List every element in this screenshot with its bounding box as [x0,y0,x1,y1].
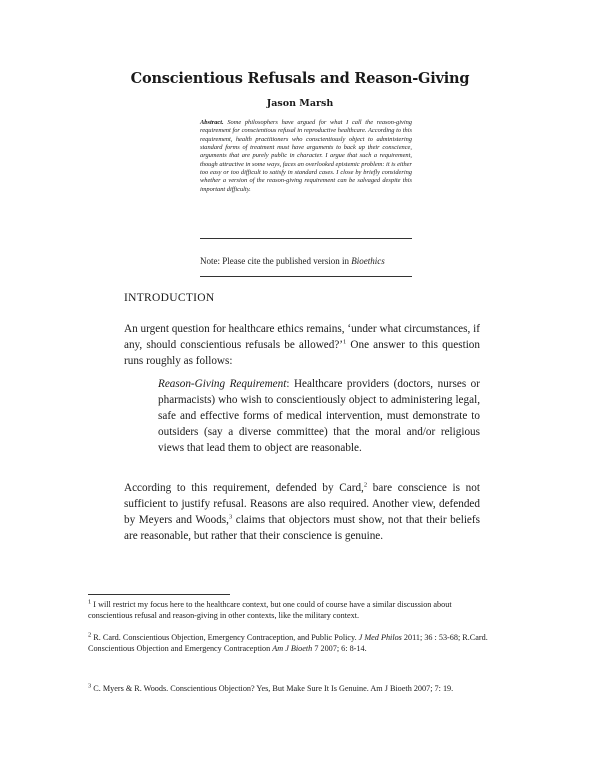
paragraph-1-tail: One answer to this question runs roughly as follows: [124,339,480,367]
paragraph-2-part-b: bare conscience is not sufficient to justify refusal. Reasons are also required. Another view, defended by Meyers and Woods, [124,482,480,526]
citation-note [200,256,440,266]
citation-journal: Bioethics [351,256,385,266]
paper-title: Conscientious Refusals and Reason-Giving [130,70,470,87]
footnote-ref-1[interactable]: 1 [343,338,347,346]
footnote-2 [88,633,488,654]
footnote-2-part-b: 2011; 36 : 53-68; R.Card. Conscientious Objection and Emergency Contraception [88,633,488,653]
abstract [200,119,412,194]
abstract-text: Some philosophers have argued for what I call the reason-giving requirement for conscientious refusal in reproductive healthcare. According to this requirement, health practitioners who conscientiously object to administering standard forms of treatment must have arguments to back up their conscience, arguments that are purely public in character. I argue that such a requirement, though attractive in some ways, faces an overlooked epistemic problem: it is either too easy or too difficult to satisfy in standard cases. I close by briefly considering whether a version of the reason-giving requirement can be salvaged despite this important difficulty. [200,119,412,193]
note-divider [200,276,412,277]
footnote-2-journal-1: J Med Philos [358,633,402,642]
footnote-3-number: 3 [88,682,92,690]
paragraph-2-part-c: claims that objectors must show, not that their beliefs are reasonable, but rather that their conscience is genuine. [124,514,480,542]
abstract-divider [200,238,412,239]
paragraph-1-text: An urgent question for healthcare ethics remains, ‘under what circumstances, if any, should conscientious refusals be allowed?’ [124,323,480,351]
footnote-1-text: I will restrict my focus here to the healthcare context, but one could of course have a similar discussion about conscientious refusal and reason-giving in other contexts, like the military context. [88,600,452,620]
footnote-2-part-c: 7 2007; 6: 8-14. [312,643,367,653]
abstract-label: Abstract. [200,119,224,126]
footnote-2-journal-2: Am J Bioeth [272,643,313,653]
paragraph-2 [124,480,480,544]
quote-text: : Healthcare providers (doctors, nurses or pharmacists) who wish to conscientiously object to administering legal, safe and effective forms of medical intervention, must demonstrate to outsiders (say a diverse committee) that the moral and/or religious views that lead them to object are reasonable. [158,378,480,454]
footnote-2-number: 2 [88,631,92,639]
quote-label: Reason-Giving Requirement [158,378,287,390]
footnote-ref-3[interactable]: 3 [228,513,233,521]
citation-note-text: Note: Please cite the published version in [200,256,352,266]
section-heading: INTRODUCTION [124,292,215,304]
paragraph-1 [124,321,480,369]
footnote-2-part-a: R. Card. Conscientious Objection, Emergency Contraception, and Public Policy. [91,633,359,642]
footnote-1-number: 1 [88,598,92,606]
footnote-1 [88,600,488,621]
paragraph-2-part-a: According to this requirement, defended by Card, [124,482,364,494]
footnote-divider [88,594,230,595]
footnote-3 [88,684,488,695]
footnote-3-text: C. Myers & R. Woods. Conscientious Objection? Yes, But Make Sure It Is Genuine. Am J Bioeth 2007; 7: 19. [91,684,454,693]
author-name: Jason Marsh [266,98,334,109]
block-quote [158,376,480,456]
footnote-ref-2[interactable]: 2 [363,481,368,489]
